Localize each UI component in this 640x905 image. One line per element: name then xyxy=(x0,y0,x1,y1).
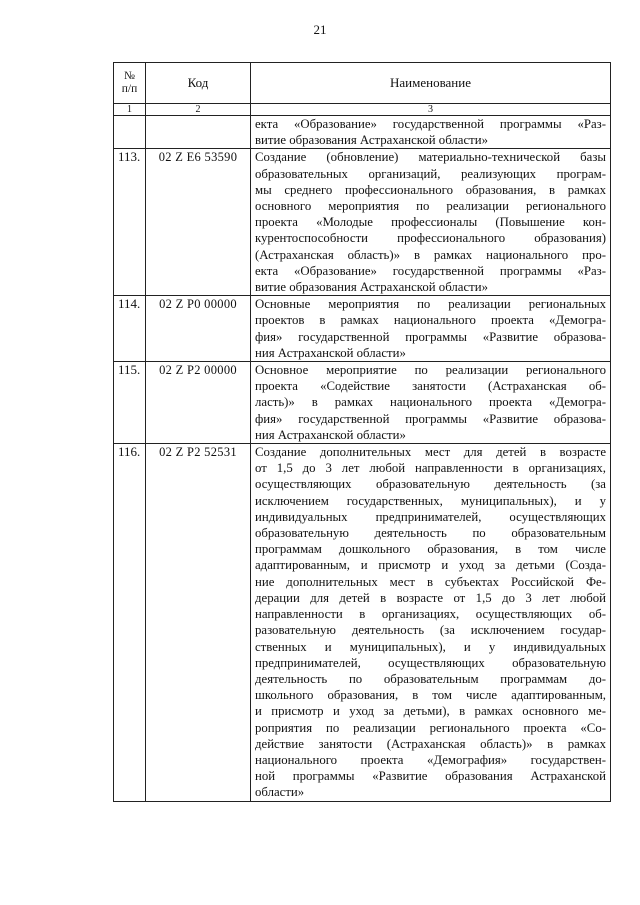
name-line: национального проекта «Демография» государствен- xyxy=(255,752,606,767)
name-line: индивидуальных предпринимателей, осуществляющих xyxy=(255,509,606,524)
name-line: екта «Образование» государственной программы «Раз- xyxy=(255,263,606,278)
continuation-name-cell xyxy=(251,116,611,149)
name-line: ственных и муниципальных), и у индивидуальных xyxy=(255,639,606,654)
name-line: проектов в рамках национального проекта «Демогра- xyxy=(255,313,606,328)
name-line: ние дополнительных мест в субъектах Российской Фе- xyxy=(255,574,606,589)
continuation-code-cell xyxy=(146,116,251,149)
continuation-row xyxy=(114,116,611,149)
row-number-cell: 115. xyxy=(114,362,146,444)
row-number-cell: 114. xyxy=(114,296,146,362)
column-index-3: 3 xyxy=(251,104,611,116)
column-index-row xyxy=(114,104,611,116)
name-line: школьного образования, в том числе адаптированным, xyxy=(255,688,606,703)
name-line: и присмотр и уход за детьми), в рамках основного ме- xyxy=(255,704,606,719)
name-line: Основные мероприятия по реализации региональных xyxy=(255,297,606,312)
name-line: курентоспособности профессионального образования) xyxy=(255,231,606,246)
column-header-number xyxy=(114,63,146,104)
number-label-symbol: № xyxy=(124,70,135,82)
row-name-cell xyxy=(251,149,611,296)
name-line: основного мероприятия по реализации регионального xyxy=(255,199,606,214)
column-header-code: Код xyxy=(146,63,251,104)
row-number-cell: 116. xyxy=(114,444,146,801)
name-line: Основное мероприятие по реализации регионального xyxy=(255,363,606,378)
row-code-cell: 02 Z P0 00000 xyxy=(146,296,251,362)
name-line: Создание (обновление) материально-технической базы xyxy=(255,150,606,165)
name-line: программам дошкольного образования, в том числе xyxy=(255,542,606,557)
name-line: (Астраханская область)» в рамках национального про- xyxy=(255,247,606,262)
name-line: дерации для детей в возрасте от 1,5 до 3 лет любой xyxy=(255,590,606,605)
name-line: фия» государственной программы «Развитие образова- xyxy=(255,329,606,344)
row-code-cell: 02 Z E6 53590 xyxy=(146,149,251,296)
name-line: разовательную деятельность (за исключением государ- xyxy=(255,623,606,638)
name-line: образовательных организаций, реализующих програм- xyxy=(255,166,606,181)
page-number: 21 xyxy=(313,22,327,37)
name-line: адаптированным, и присмотр и уход за детьми (Созда- xyxy=(255,558,606,573)
table-header-row xyxy=(114,63,611,104)
name-line: действие занятости (Астраханская область)» в рамках xyxy=(255,736,606,751)
name-line: фия» государственной программы «Развитие образова- xyxy=(255,411,606,426)
name-line: проекта «Содействие занятости (Астраханская об- xyxy=(255,379,606,394)
row-code-cell: 02 Z P2 00000 xyxy=(146,362,251,444)
continuation-number-cell xyxy=(114,116,146,149)
name-line: роприятия по реализации регионального проекта «Со- xyxy=(255,720,606,735)
name-line: екта «Образование» государственной программы «Раз- xyxy=(255,117,606,131)
row-name-cell xyxy=(251,444,611,801)
name-line: ной программы «Развитие образования Астраханской xyxy=(255,769,606,784)
name-line: Создание дополнительных мест для детей в возрасте xyxy=(255,445,606,460)
name-line: предпринимателей, осуществляющих образовательную xyxy=(255,655,606,670)
row-number-cell: 113. xyxy=(114,149,146,296)
name-line: ния Астраханской области» xyxy=(255,345,406,360)
table-row xyxy=(114,362,611,444)
name-line: исключением государственных, муниципальных), и у xyxy=(255,493,606,508)
table-row xyxy=(114,149,611,296)
table-row xyxy=(114,444,611,801)
row-name-cell xyxy=(251,296,611,362)
column-header-name: Наименование xyxy=(251,63,611,104)
budget-classification-table xyxy=(113,62,611,802)
name-line: осуществляющих образовательную деятельность (за xyxy=(255,477,606,492)
column-index-1: 1 xyxy=(114,104,146,116)
name-line: деятельность по образовательным программам до- xyxy=(255,671,606,686)
name-line: от 1,5 до 3 лет любой направленности в организациях, xyxy=(255,461,606,476)
name-line: мы среднего профессионального образования, в рамках xyxy=(255,182,606,197)
name-line: образовательную деятельность по образовательным xyxy=(255,526,606,541)
name-line: ласть)» в рамках национального проекта «Демогра- xyxy=(255,395,606,410)
name-line: ния Астраханской области» xyxy=(255,427,406,442)
number-label-abbrev: п/п xyxy=(121,83,138,95)
name-line: витие образования Астраханской области» xyxy=(255,280,488,295)
name-line: направленности в организациях, осуществляющих об- xyxy=(255,607,606,622)
name-line: проекта «Молодые профессионалы (Повышение кон- xyxy=(255,215,606,230)
row-name-cell xyxy=(251,362,611,444)
row-code-cell: 02 Z P2 52531 xyxy=(146,444,251,801)
name-line: витие образования Астраханской области» xyxy=(255,133,488,148)
column-index-2: 2 xyxy=(146,104,251,116)
table-row xyxy=(114,296,611,362)
name-line: области» xyxy=(255,785,305,800)
